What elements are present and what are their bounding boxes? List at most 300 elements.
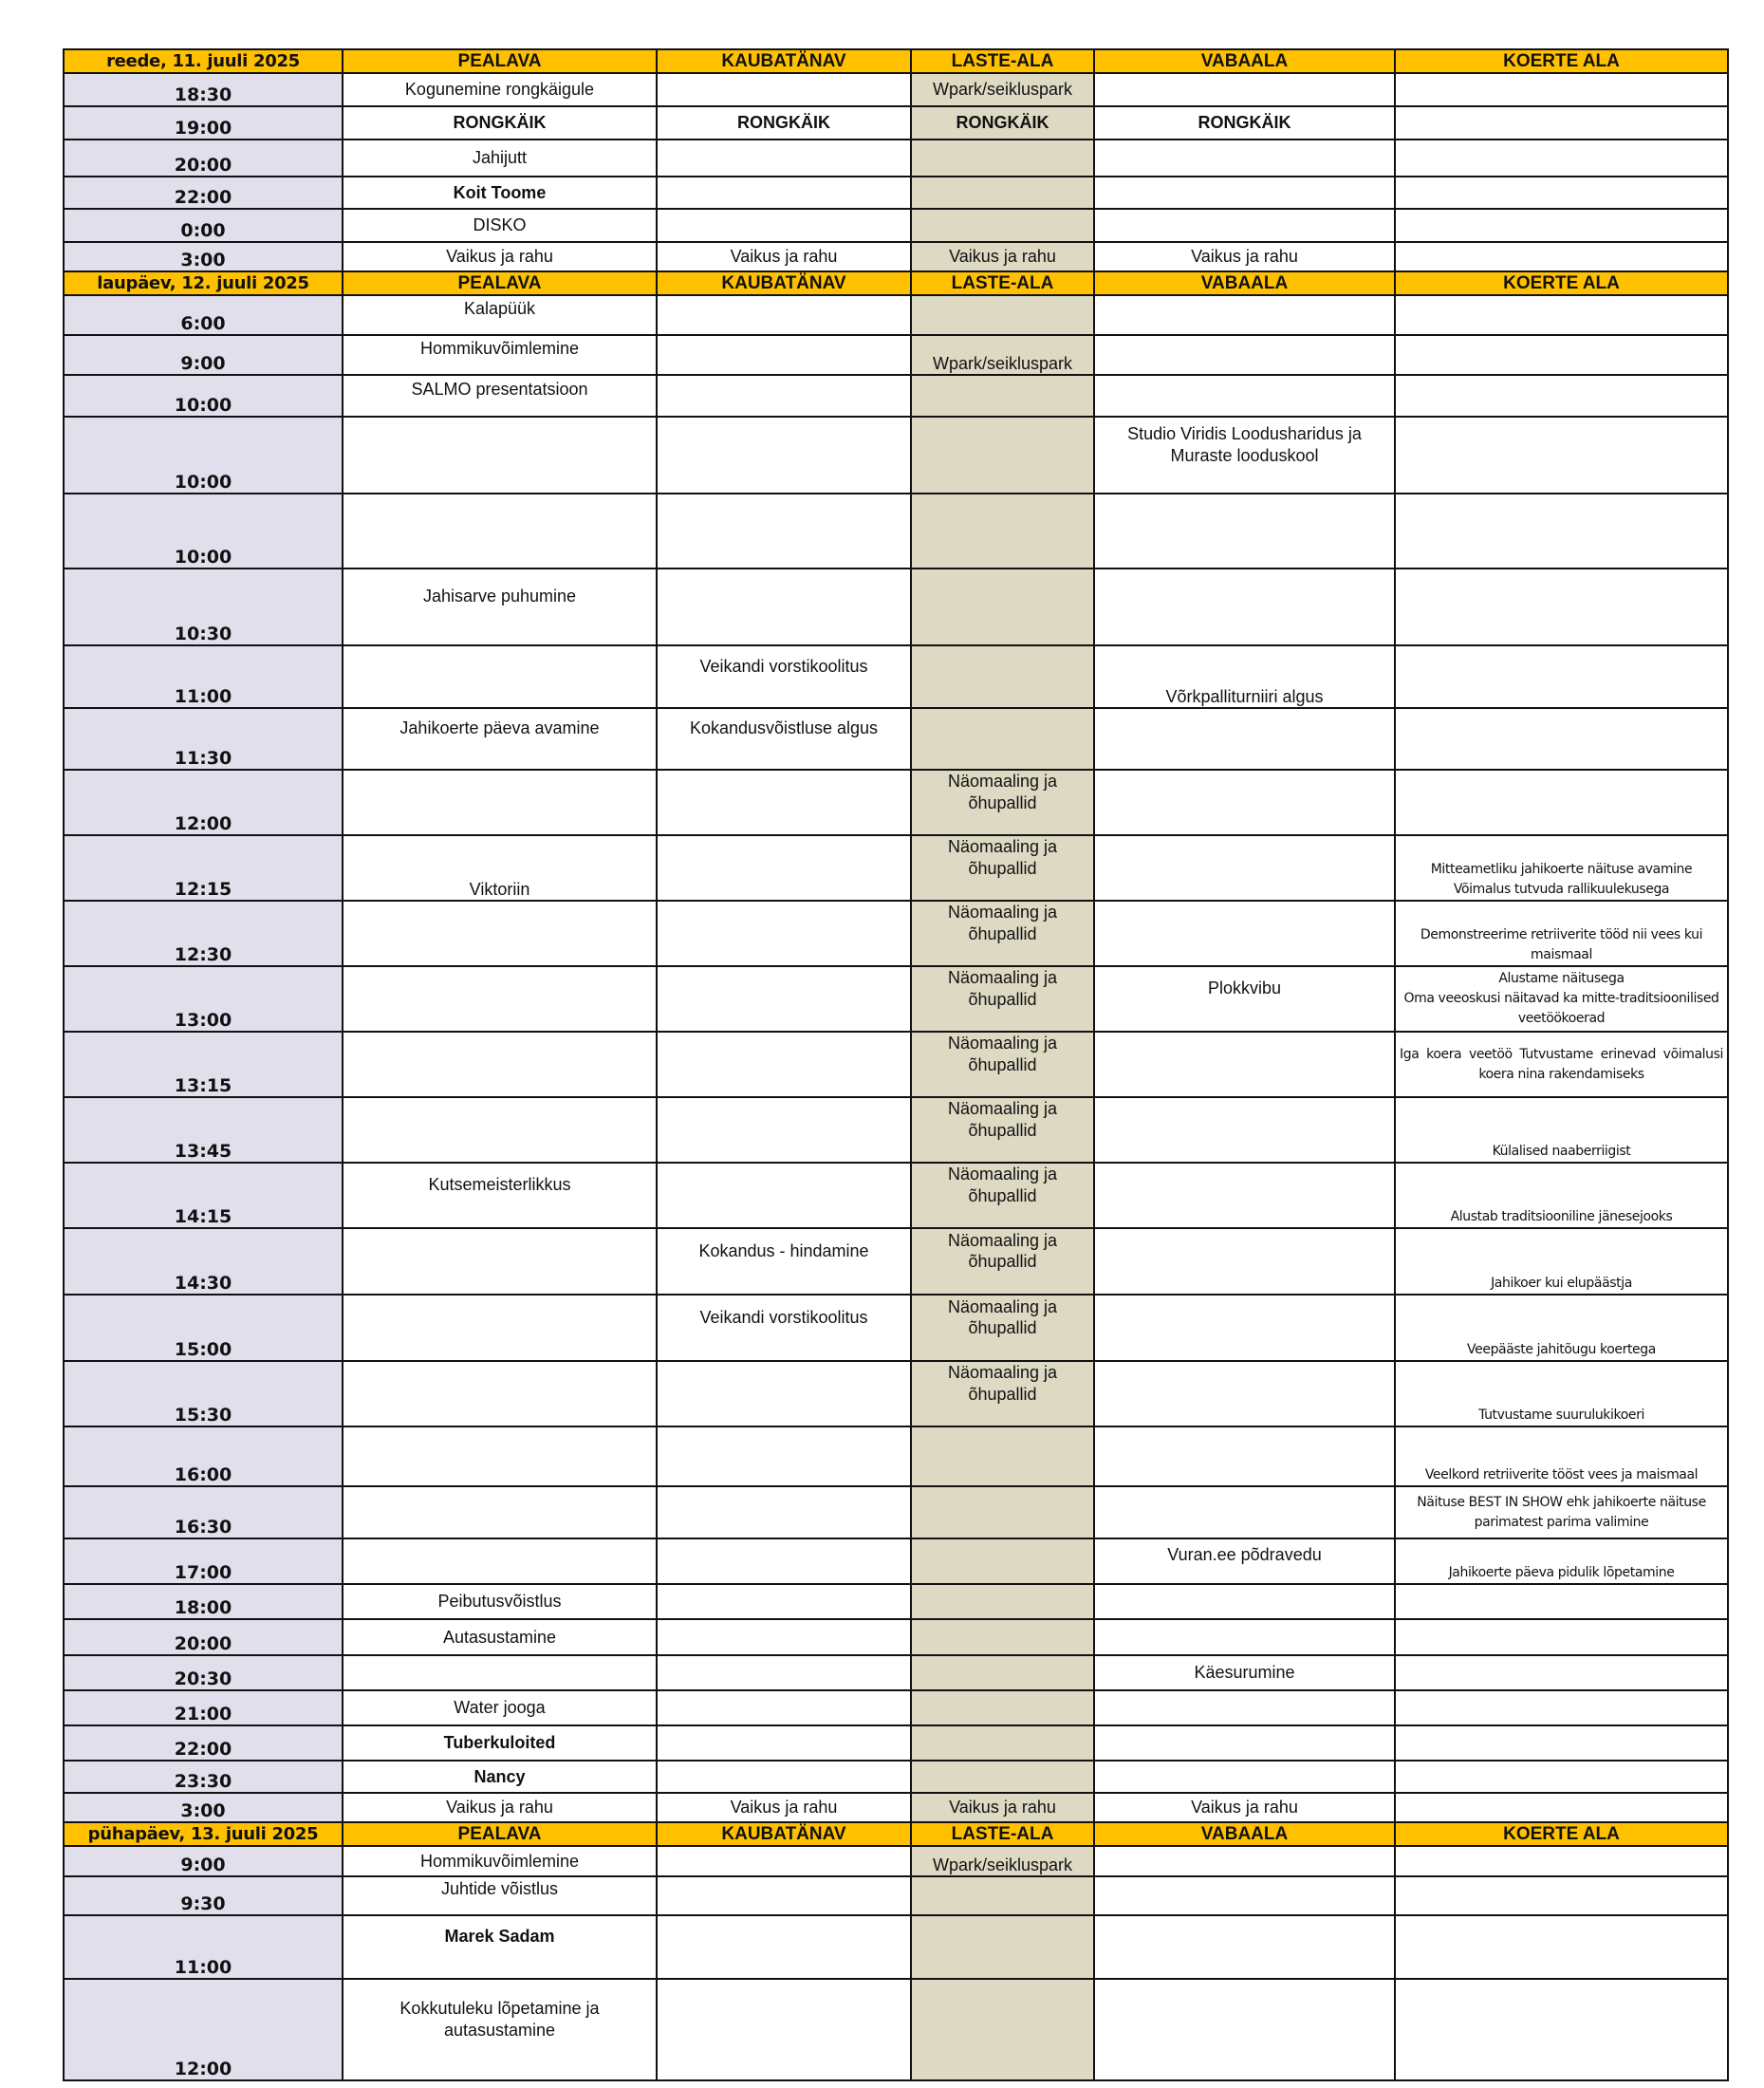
event-cell-kaubatanav xyxy=(657,569,911,645)
time-slot: 10:00 xyxy=(64,494,343,569)
event-cell-vabaala xyxy=(1094,966,1395,1032)
event-cell-koerte-ala xyxy=(1395,209,1728,242)
event-cell-laste-ala xyxy=(911,1725,1094,1761)
event-cell-pealava xyxy=(343,1486,657,1538)
schedule-row xyxy=(64,1979,1728,2080)
column-header-koerte-ala: KOERTE ALA xyxy=(1395,1822,1728,1846)
event-text: Wpark/seikluspark xyxy=(932,1855,1073,1874)
event-cell-laste-ala xyxy=(911,375,1094,417)
event-cell-vabaala xyxy=(1094,645,1395,708)
event-cell-pealava xyxy=(343,1876,657,1915)
event-text: Jahikoerte päeva pidulik lõpetamine xyxy=(1448,1565,1675,1580)
event-text: Jahijutt xyxy=(472,148,528,168)
time-slot: 12:00 xyxy=(64,1979,343,2080)
time-slot: 13:00 xyxy=(64,966,343,1032)
event-cell-kaubatanav xyxy=(657,73,911,106)
event-text: Näomaaling ja õhupallid xyxy=(947,1099,1058,1140)
event-cell-koerte-ala xyxy=(1395,1361,1728,1426)
event-cell-vabaala xyxy=(1094,708,1395,770)
event-cell-laste-ala xyxy=(911,901,1094,966)
event-cell-vabaala xyxy=(1094,1876,1395,1915)
event-cell-pealava xyxy=(343,1793,657,1822)
event-text: Vaikus ja rahu xyxy=(446,1798,553,1818)
event-text: Viktoriin xyxy=(469,879,530,899)
event-text: Näomaaling ja õhupallid xyxy=(947,1165,1058,1205)
event-text: Demonstreerime retriiverite tööd nii vees kui maismaal xyxy=(1420,927,1703,962)
event-cell-vabaala xyxy=(1094,1295,1395,1361)
event-cell-koerte-ala xyxy=(1395,1979,1728,2080)
event-cell-pealava xyxy=(343,1979,657,2080)
event-cell-pealava xyxy=(343,1690,657,1725)
event-cell-kaubatanav xyxy=(657,335,911,375)
event-text: Kokkutuleku lõpetamine ja autasustamine xyxy=(399,1999,600,2040)
schedule-body xyxy=(64,49,1728,2080)
event-cell-kaubatanav xyxy=(657,966,911,1032)
event-cell-koerte-ala xyxy=(1395,1584,1728,1619)
schedule-row xyxy=(64,140,1728,177)
event-cell-vabaala xyxy=(1094,335,1395,375)
schedule-row xyxy=(64,1228,1728,1295)
event-text: Juhtide võistlus xyxy=(440,1879,559,1899)
event-text: Veepääste jahitõugu koertega xyxy=(1467,1342,1656,1357)
event-text: RONGKÄIK xyxy=(453,113,547,133)
event-cell-pealava xyxy=(343,645,657,708)
event-cell-vabaala xyxy=(1094,1097,1395,1163)
time-slot: 9:00 xyxy=(64,335,343,375)
event-cell-vabaala xyxy=(1094,1228,1395,1295)
event-cell-pealava xyxy=(343,901,657,966)
schedule-row xyxy=(64,106,1728,140)
event-cell-vabaala xyxy=(1094,1486,1395,1538)
event-text: Veikandi vorstikoolitus xyxy=(699,656,868,676)
event-cell-pealava xyxy=(343,1761,657,1793)
event-cell-vabaala xyxy=(1094,1690,1395,1725)
event-cell-laste-ala xyxy=(911,1761,1094,1793)
event-text: DISKO xyxy=(473,215,527,235)
time-slot: 18:00 xyxy=(64,1584,343,1619)
event-cell-laste-ala xyxy=(911,1295,1094,1361)
event-cell-koerte-ala xyxy=(1395,770,1728,835)
event-text: Hommikuvõimlemine xyxy=(419,1851,580,1871)
event-cell-laste-ala xyxy=(911,106,1094,140)
event-cell-kaubatanav xyxy=(657,1295,911,1361)
time-slot: 10:00 xyxy=(64,375,343,417)
event-text: Jahikoerte päeva avamine xyxy=(399,718,600,738)
event-cell-pealava xyxy=(343,73,657,106)
event-cell-laste-ala xyxy=(911,73,1094,106)
event-cell-kaubatanav xyxy=(657,1690,911,1725)
event-cell-laste-ala xyxy=(911,140,1094,177)
event-cell-laste-ala xyxy=(911,1426,1094,1486)
event-cell-pealava xyxy=(343,1655,657,1690)
schedule-row xyxy=(64,1690,1728,1725)
event-text: Water jooga xyxy=(454,1698,546,1718)
event-cell-kaubatanav xyxy=(657,1793,911,1822)
time-slot: 14:15 xyxy=(64,1163,343,1228)
event-cell-koerte-ala xyxy=(1395,1876,1728,1915)
event-text: Autasustamine xyxy=(442,1627,557,1647)
time-slot: 11:00 xyxy=(64,645,343,708)
event-cell-kaubatanav xyxy=(657,1032,911,1097)
event-cell-vabaala xyxy=(1094,417,1395,494)
column-header-laste-ala: LASTE-ALA xyxy=(911,271,1094,295)
event-text: Vuran.ee põdravedu xyxy=(1167,1544,1322,1564)
column-header-vabaala: VABAALA xyxy=(1094,271,1395,295)
event-text: Alustab traditsiooniline jänesejooks xyxy=(1450,1209,1673,1224)
time-slot: 20:00 xyxy=(64,1619,343,1655)
event-cell-pealava xyxy=(343,1846,657,1876)
event-cell-laste-ala xyxy=(911,1979,1094,2080)
event-cell-laste-ala xyxy=(911,1876,1094,1915)
time-slot: 14:30 xyxy=(64,1228,343,1295)
event-text: Alustame näitusega Oma veeoskusi näitavad ka mitte-traditsioonilised veetöökoerad xyxy=(1403,971,1719,1026)
event-cell-pealava xyxy=(343,569,657,645)
event-cell-koerte-ala xyxy=(1395,335,1728,375)
event-text: Peibutusvõistlus xyxy=(437,1592,562,1612)
event-text: Kutsemeisterlikkus xyxy=(428,1175,571,1195)
day-header-row xyxy=(64,1822,1728,1846)
event-cell-kaubatanav xyxy=(657,1361,911,1426)
event-cell-koerte-ala xyxy=(1395,177,1728,209)
time-slot: 10:00 xyxy=(64,417,343,494)
event-cell-kaubatanav xyxy=(657,1915,911,1979)
event-cell-pealava xyxy=(343,1915,657,1979)
day-label: reede, 11. juuli 2025 xyxy=(64,49,343,73)
event-cell-vabaala xyxy=(1094,1846,1395,1876)
event-text: Wpark/seikluspark xyxy=(932,80,1073,100)
event-text: Näomaaling ja õhupallid xyxy=(947,1296,1058,1337)
event-text: Wpark/seikluspark xyxy=(932,353,1073,373)
column-header-pealava: PEALAVA xyxy=(343,1822,657,1846)
event-cell-kaubatanav xyxy=(657,1163,911,1228)
schedule-row xyxy=(64,417,1728,494)
event-text: Käesurumine xyxy=(1194,1663,1295,1683)
event-text: Võrkpalliturniiri algus xyxy=(1165,686,1324,706)
time-slot: 12:00 xyxy=(64,770,343,835)
event-cell-laste-ala xyxy=(911,209,1094,242)
event-cell-laste-ala xyxy=(911,1097,1094,1163)
time-slot: 12:15 xyxy=(64,835,343,901)
event-cell-koerte-ala xyxy=(1395,494,1728,569)
event-cell-kaubatanav xyxy=(657,1876,911,1915)
schedule-row xyxy=(64,770,1728,835)
event-cell-koerte-ala xyxy=(1395,1486,1728,1538)
event-text: Mitteametliku jahikoerte näituse avamine Võimalus tutvuda rallikuulekusega xyxy=(1430,862,1693,897)
event-text: Näomaaling ja õhupallid xyxy=(947,772,1058,812)
schedule-row xyxy=(64,1361,1728,1426)
event-cell-kaubatanav xyxy=(657,375,911,417)
time-slot: 0:00 xyxy=(64,209,343,242)
schedule-row xyxy=(64,1761,1728,1793)
schedule-row xyxy=(64,1915,1728,1979)
schedule-row xyxy=(64,73,1728,106)
schedule-row xyxy=(64,242,1728,271)
event-cell-vabaala xyxy=(1094,1655,1395,1690)
event-cell-pealava xyxy=(343,1228,657,1295)
schedule-row xyxy=(64,835,1728,901)
event-cell-koerte-ala xyxy=(1395,1295,1728,1361)
event-cell-laste-ala xyxy=(911,335,1094,375)
event-cell-koerte-ala xyxy=(1395,1097,1728,1163)
event-cell-pealava xyxy=(343,177,657,209)
event-cell-kaubatanav xyxy=(657,1655,911,1690)
event-text: RONGKÄIK xyxy=(1198,113,1291,133)
event-text: Veelkord retriiverite tööst vees ja maismaal xyxy=(1424,1467,1699,1482)
event-cell-kaubatanav xyxy=(657,1584,911,1619)
time-slot: 9:00 xyxy=(64,1846,343,1876)
event-text: Iga koera veetöö Tutvustame erinevad võimalusi koera nina rakendamiseks xyxy=(1400,1046,1723,1082)
event-cell-laste-ala xyxy=(911,295,1094,335)
time-slot: 6:00 xyxy=(64,295,343,335)
event-cell-pealava xyxy=(343,242,657,271)
event-cell-koerte-ala xyxy=(1395,1163,1728,1228)
schedule-row xyxy=(64,901,1728,966)
event-cell-kaubatanav xyxy=(657,295,911,335)
event-cell-laste-ala xyxy=(911,1584,1094,1619)
schedule-row xyxy=(64,1097,1728,1163)
column-header-koerte-ala: KOERTE ALA xyxy=(1395,271,1728,295)
time-slot: 11:00 xyxy=(64,1915,343,1979)
event-cell-vabaala xyxy=(1094,569,1395,645)
event-cell-pealava xyxy=(343,140,657,177)
event-cell-kaubatanav xyxy=(657,1846,911,1876)
event-cell-vabaala xyxy=(1094,375,1395,417)
time-slot: 23:30 xyxy=(64,1761,343,1793)
event-text: Kokandus - hindamine xyxy=(698,1240,869,1260)
event-cell-laste-ala xyxy=(911,1846,1094,1876)
schedule-row xyxy=(64,1486,1728,1538)
event-cell-vabaala xyxy=(1094,1426,1395,1486)
event-cell-koerte-ala xyxy=(1395,106,1728,140)
event-cell-kaubatanav xyxy=(657,494,911,569)
schedule-row xyxy=(64,1876,1728,1915)
event-cell-laste-ala xyxy=(911,708,1094,770)
event-cell-vabaala xyxy=(1094,1032,1395,1097)
schedule-row xyxy=(64,569,1728,645)
event-cell-kaubatanav xyxy=(657,417,911,494)
event-cell-pealava xyxy=(343,966,657,1032)
event-cell-laste-ala xyxy=(911,770,1094,835)
event-cell-vabaala xyxy=(1094,1538,1395,1584)
event-cell-pealava xyxy=(343,106,657,140)
event-cell-laste-ala xyxy=(911,1690,1094,1725)
time-slot: 19:00 xyxy=(64,106,343,140)
event-text: RONGKÄIK xyxy=(956,113,1049,133)
event-cell-pealava xyxy=(343,417,657,494)
schedule-row xyxy=(64,1426,1728,1486)
event-cell-koerte-ala xyxy=(1395,645,1728,708)
event-cell-koerte-ala xyxy=(1395,1793,1728,1822)
event-text: Jahikoer kui elupäästja xyxy=(1491,1276,1632,1291)
schedule-row xyxy=(64,375,1728,417)
event-text: Vaikus ja rahu xyxy=(730,247,838,267)
schedule-row xyxy=(64,1584,1728,1619)
schedule-row xyxy=(64,1846,1728,1876)
event-cell-vabaala xyxy=(1094,106,1395,140)
event-cell-koerte-ala xyxy=(1395,242,1728,271)
event-cell-vabaala xyxy=(1094,209,1395,242)
event-cell-vabaala xyxy=(1094,1761,1395,1793)
event-cell-kaubatanav xyxy=(657,835,911,901)
event-cell-kaubatanav xyxy=(657,1486,911,1538)
event-text: Näomaaling ja õhupallid xyxy=(947,837,1058,878)
event-cell-laste-ala xyxy=(911,1619,1094,1655)
event-text: Näomaaling ja õhupallid xyxy=(947,1363,1058,1404)
event-cell-kaubatanav xyxy=(657,106,911,140)
event-cell-laste-ala xyxy=(911,1915,1094,1979)
event-text: Näomaaling ja õhupallid xyxy=(947,1230,1058,1271)
event-cell-koerte-ala xyxy=(1395,375,1728,417)
column-header-pealava: PEALAVA xyxy=(343,49,657,73)
time-slot: 20:00 xyxy=(64,140,343,177)
event-cell-pealava xyxy=(343,1538,657,1584)
time-slot: 21:00 xyxy=(64,1690,343,1725)
event-cell-koerte-ala xyxy=(1395,1761,1728,1793)
day-label: laupäev, 12. juuli 2025 xyxy=(64,271,343,295)
event-cell-koerte-ala xyxy=(1395,417,1728,494)
event-cell-kaubatanav xyxy=(657,1619,911,1655)
event-cell-vabaala xyxy=(1094,177,1395,209)
event-cell-laste-ala xyxy=(911,1228,1094,1295)
event-cell-pealava xyxy=(343,1295,657,1361)
schedule-row xyxy=(64,335,1728,375)
column-header-kaubatanav: KAUBATÄNAV xyxy=(657,49,911,73)
event-text: Plokkvibu xyxy=(1207,979,1282,998)
column-header-vabaala: VABAALA xyxy=(1094,1822,1395,1846)
event-cell-vabaala xyxy=(1094,1361,1395,1426)
event-cell-vabaala xyxy=(1094,242,1395,271)
event-text: Kokandusvõistluse algus xyxy=(689,718,879,738)
event-cell-koerte-ala xyxy=(1395,1690,1728,1725)
time-slot: 22:00 xyxy=(64,177,343,209)
event-text: Vaikus ja rahu xyxy=(730,1798,838,1818)
event-cell-pealava xyxy=(343,1361,657,1426)
event-text: Tuberkuloited xyxy=(443,1733,556,1753)
column-header-laste-ala: LASTE-ALA xyxy=(911,49,1094,73)
schedule-row xyxy=(64,295,1728,335)
event-cell-vabaala xyxy=(1094,1979,1395,2080)
event-text: Kogunemine rongkäigule xyxy=(404,80,595,100)
time-slot: 17:00 xyxy=(64,1538,343,1584)
schedule-row xyxy=(64,1725,1728,1761)
event-cell-laste-ala xyxy=(911,1032,1094,1097)
event-cell-vabaala xyxy=(1094,1163,1395,1228)
event-cell-laste-ala xyxy=(911,1163,1094,1228)
event-cell-vabaala xyxy=(1094,295,1395,335)
event-text: Vaikus ja rahu xyxy=(949,247,1056,267)
event-cell-pealava xyxy=(343,708,657,770)
event-cell-koerte-ala xyxy=(1395,73,1728,106)
event-text: SALMO presentatsioon xyxy=(411,379,588,399)
event-cell-koerte-ala xyxy=(1395,1846,1728,1876)
event-text: Näomaaling ja õhupallid xyxy=(947,968,1058,1009)
event-cell-laste-ala xyxy=(911,1486,1094,1538)
event-cell-vabaala xyxy=(1094,1793,1395,1822)
event-cell-pealava xyxy=(343,835,657,901)
event-text: Tutvustame suurulukikoeri xyxy=(1478,1408,1644,1423)
event-cell-koerte-ala xyxy=(1395,1725,1728,1761)
time-slot: 18:30 xyxy=(64,73,343,106)
event-cell-koerte-ala xyxy=(1395,1228,1728,1295)
event-cell-pealava xyxy=(343,1584,657,1619)
column-header-laste-ala: LASTE-ALA xyxy=(911,1822,1094,1846)
event-cell-kaubatanav xyxy=(657,1979,911,2080)
event-cell-koerte-ala xyxy=(1395,1032,1728,1097)
schedule-row xyxy=(64,177,1728,209)
event-text: Nancy xyxy=(473,1766,526,1786)
event-text: Näomaaling ja õhupallid xyxy=(947,903,1058,943)
event-text: Jahisarve puhumine xyxy=(422,587,577,606)
time-slot: 13:45 xyxy=(64,1097,343,1163)
event-cell-kaubatanav xyxy=(657,1097,911,1163)
event-cell-pealava xyxy=(343,494,657,569)
schedule-row xyxy=(64,1655,1728,1690)
event-cell-vabaala xyxy=(1094,835,1395,901)
schedule-row xyxy=(64,1538,1728,1584)
event-cell-koerte-ala xyxy=(1395,901,1728,966)
event-cell-kaubatanav xyxy=(657,1725,911,1761)
event-cell-koerte-ala xyxy=(1395,1915,1728,1979)
event-text: Studio Viridis Loodusharidus ja Muraste looduskool xyxy=(1127,424,1362,465)
event-cell-kaubatanav xyxy=(657,140,911,177)
event-text: Koit Toome xyxy=(453,182,547,202)
event-text: Veikandi vorstikoolitus xyxy=(699,1307,868,1327)
event-cell-kaubatanav xyxy=(657,645,911,708)
schedule-row xyxy=(64,645,1728,708)
event-cell-pealava xyxy=(343,375,657,417)
time-slot: 20:30 xyxy=(64,1655,343,1690)
event-text: Marek Sadam xyxy=(444,1927,555,1947)
event-cell-pealava xyxy=(343,1619,657,1655)
schedule-row xyxy=(64,1032,1728,1097)
event-cell-pealava xyxy=(343,770,657,835)
time-slot: 3:00 xyxy=(64,242,343,271)
event-cell-koerte-ala xyxy=(1395,140,1728,177)
event-cell-koerte-ala xyxy=(1395,835,1728,901)
time-slot: 10:30 xyxy=(64,569,343,645)
event-cell-vabaala xyxy=(1094,1619,1395,1655)
event-cell-pealava xyxy=(343,1163,657,1228)
event-cell-laste-ala xyxy=(911,569,1094,645)
event-text: Vaikus ja rahu xyxy=(1191,1798,1298,1818)
event-cell-laste-ala xyxy=(911,1655,1094,1690)
event-cell-koerte-ala xyxy=(1395,569,1728,645)
event-cell-laste-ala xyxy=(911,1538,1094,1584)
event-cell-laste-ala xyxy=(911,645,1094,708)
event-cell-pealava xyxy=(343,1032,657,1097)
schedule-row xyxy=(64,966,1728,1032)
event-cell-kaubatanav xyxy=(657,1228,911,1295)
day-header-row xyxy=(64,49,1728,73)
event-text: Vaikus ja rahu xyxy=(446,247,553,267)
event-text: Vaikus ja rahu xyxy=(1191,247,1298,267)
event-cell-kaubatanav xyxy=(657,708,911,770)
column-header-koerte-ala: KOERTE ALA xyxy=(1395,49,1728,73)
event-cell-vabaala xyxy=(1094,1584,1395,1619)
event-cell-laste-ala xyxy=(911,177,1094,209)
column-header-kaubatanav: KAUBATÄNAV xyxy=(657,1822,911,1846)
event-cell-kaubatanav xyxy=(657,1426,911,1486)
event-cell-laste-ala xyxy=(911,242,1094,271)
event-cell-vabaala xyxy=(1094,140,1395,177)
event-cell-pealava xyxy=(343,1097,657,1163)
event-cell-laste-ala xyxy=(911,1361,1094,1426)
event-cell-koerte-ala xyxy=(1395,966,1728,1032)
event-text: Vaikus ja rahu xyxy=(949,1798,1056,1818)
time-slot: 22:00 xyxy=(64,1725,343,1761)
event-cell-vabaala xyxy=(1094,901,1395,966)
time-slot: 3:00 xyxy=(64,1793,343,1822)
